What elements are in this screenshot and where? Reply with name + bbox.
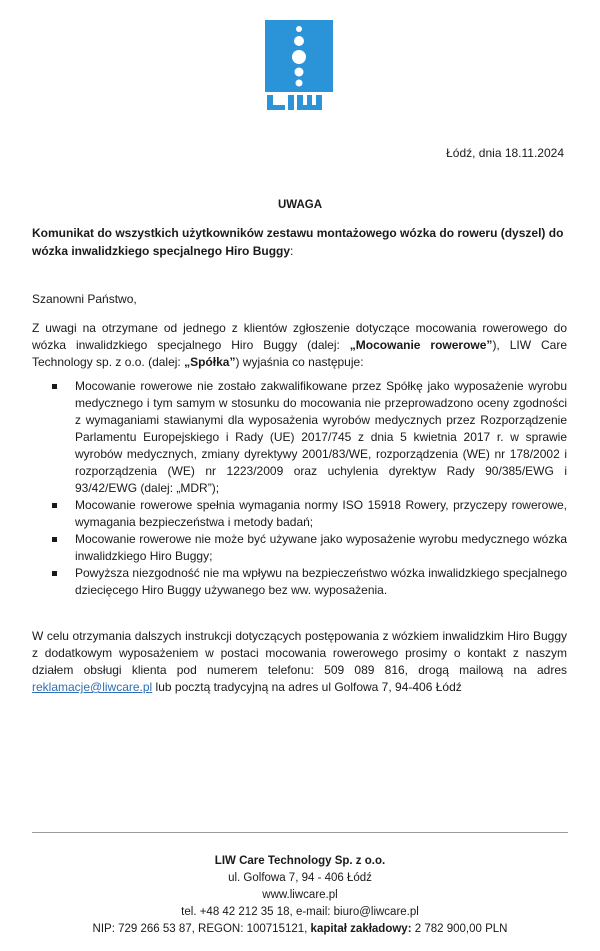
statement-list [32, 378, 567, 599]
bullet-icon [52, 537, 57, 542]
footer-registry-numbers: NIP: 729 266 53 87, REGON: 100715121, [92, 923, 311, 935]
list-item-text: Mocowanie rowerowe spełnia wymagania normy ISO 15918 Rowery, przyczepy rowerowe, wymagania bezpieczeństwa i metody badań; [75, 498, 567, 529]
defined-term-spolka: „Spółka” [184, 355, 236, 369]
footer-capital-value: 2 782 900,00 PLN [411, 923, 508, 935]
bullet-icon [52, 571, 57, 576]
contact-paragraph-text: W celu otrzymania dalszych instrukcji dotyczących postępowania z wózkiem inwalidzkim Hiro Buggy z dodatkowym wyposażeniem w postaci mocowania rowerowego prosimy o kontakt z naszym działem obsługi klienta pod numerem telefonu: 509 089 816, drogą mailową na adres [32, 629, 567, 677]
list-item [32, 531, 567, 565]
list-item [32, 565, 567, 599]
list-item-text: Powyższa niezgodność nie ma wpływu na bezpieczeństwo wózka inwalidzkiego specjalnego dziecięcego Hiro Buggy używanego bez ww. wyposażenia. [75, 566, 567, 597]
liw-logo-graphic [265, 20, 333, 111]
footer-capital-label: kapitał zakładowy: [310, 923, 412, 935]
company-logo [265, 20, 333, 111]
intro-paragraph-text: ) wyjaśnia co następuje: [235, 355, 364, 369]
footer-website: www.liwcare.pl [262, 889, 338, 901]
notice-subject-bold: Komunikat do wszystkich użytkowników zestawu montażowego wózka do roweru (dyszel) do wózka inwalidzkiego specjalnego Hiro Buggy [32, 226, 564, 258]
notice-subject [32, 224, 572, 260]
footer-registry [0, 921, 600, 938]
intro-paragraph-text: ), LIW Care Technology sp. z o.o. (dalej: [32, 338, 567, 369]
intro-paragraph-text: Z uwagi na otrzymane od jednego z klientów zgłoszenie dotyczące mocowania rowerowego do wózka inwalidzkiego specjalnego Hiro Buggy (dalej: [32, 321, 567, 352]
list-item-text: Mocowanie rowerowe nie może być używane jako wyposażenie wyrobu medycznego wózka inwalidzkiego Hiro Buggy; [75, 532, 567, 563]
footer-divider [32, 832, 568, 833]
list-item [32, 378, 567, 497]
contact-paragraph [32, 628, 567, 696]
document-date: Łódź, dnia 18.11.2024 [446, 146, 564, 160]
contact-paragraph-tail: lub pocztą tradycyjną na adres ul Golfowa 7, 94-406 Łódź [152, 680, 462, 694]
bullet-icon [52, 503, 57, 508]
list-item [32, 497, 567, 531]
footer [0, 853, 600, 938]
intro-paragraph [32, 320, 567, 371]
notice-heading: UWAGA [277, 199, 323, 211]
defined-term-mocowanie: „Mocowanie rowerowe” [349, 338, 493, 352]
footer-address: ul. Golfowa 7, 94 - 406 Łódź [228, 872, 372, 884]
list-item-text: Mocowanie rowerowe nie zostało zakwalifikowane przez Spółkę jako wyposażenie wyrobu medycznego i tym samym w stosunku do mocowania nie przeprowadzono oceny zgodności z wymaganiami stawianymi dla wyposażenia wyrobów medycznych przez Rozporządzenie Parlamentu Europejskiego i Rady (UE) 2017/745 z dnia 5 kwietnia 2017 r. w sprawie wyrobów medycznych, zmiany dyrektywy 2001/83/WE, rozporządzenia (WE) nr 178/2002 i rozporządzenia (WE) nr 1223/2009 oraz uchylenia dyrektyw Rady 90/385/EWG i 93/42/EWG (dalej: „MDR”); [75, 379, 567, 495]
greeting: Szanowni Państwo, [32, 292, 137, 306]
notice-subject-tail: : [290, 244, 294, 258]
footer-contact: tel. +48 42 212 35 18, e-mail: biuro@liwcare.pl [181, 906, 419, 918]
complaints-email-link[interactable]: reklamacje@liwcare.pl [32, 680, 153, 694]
footer-company-name: LIW Care Technology Sp. z o.o. [214, 855, 386, 867]
bullet-icon [52, 384, 57, 389]
